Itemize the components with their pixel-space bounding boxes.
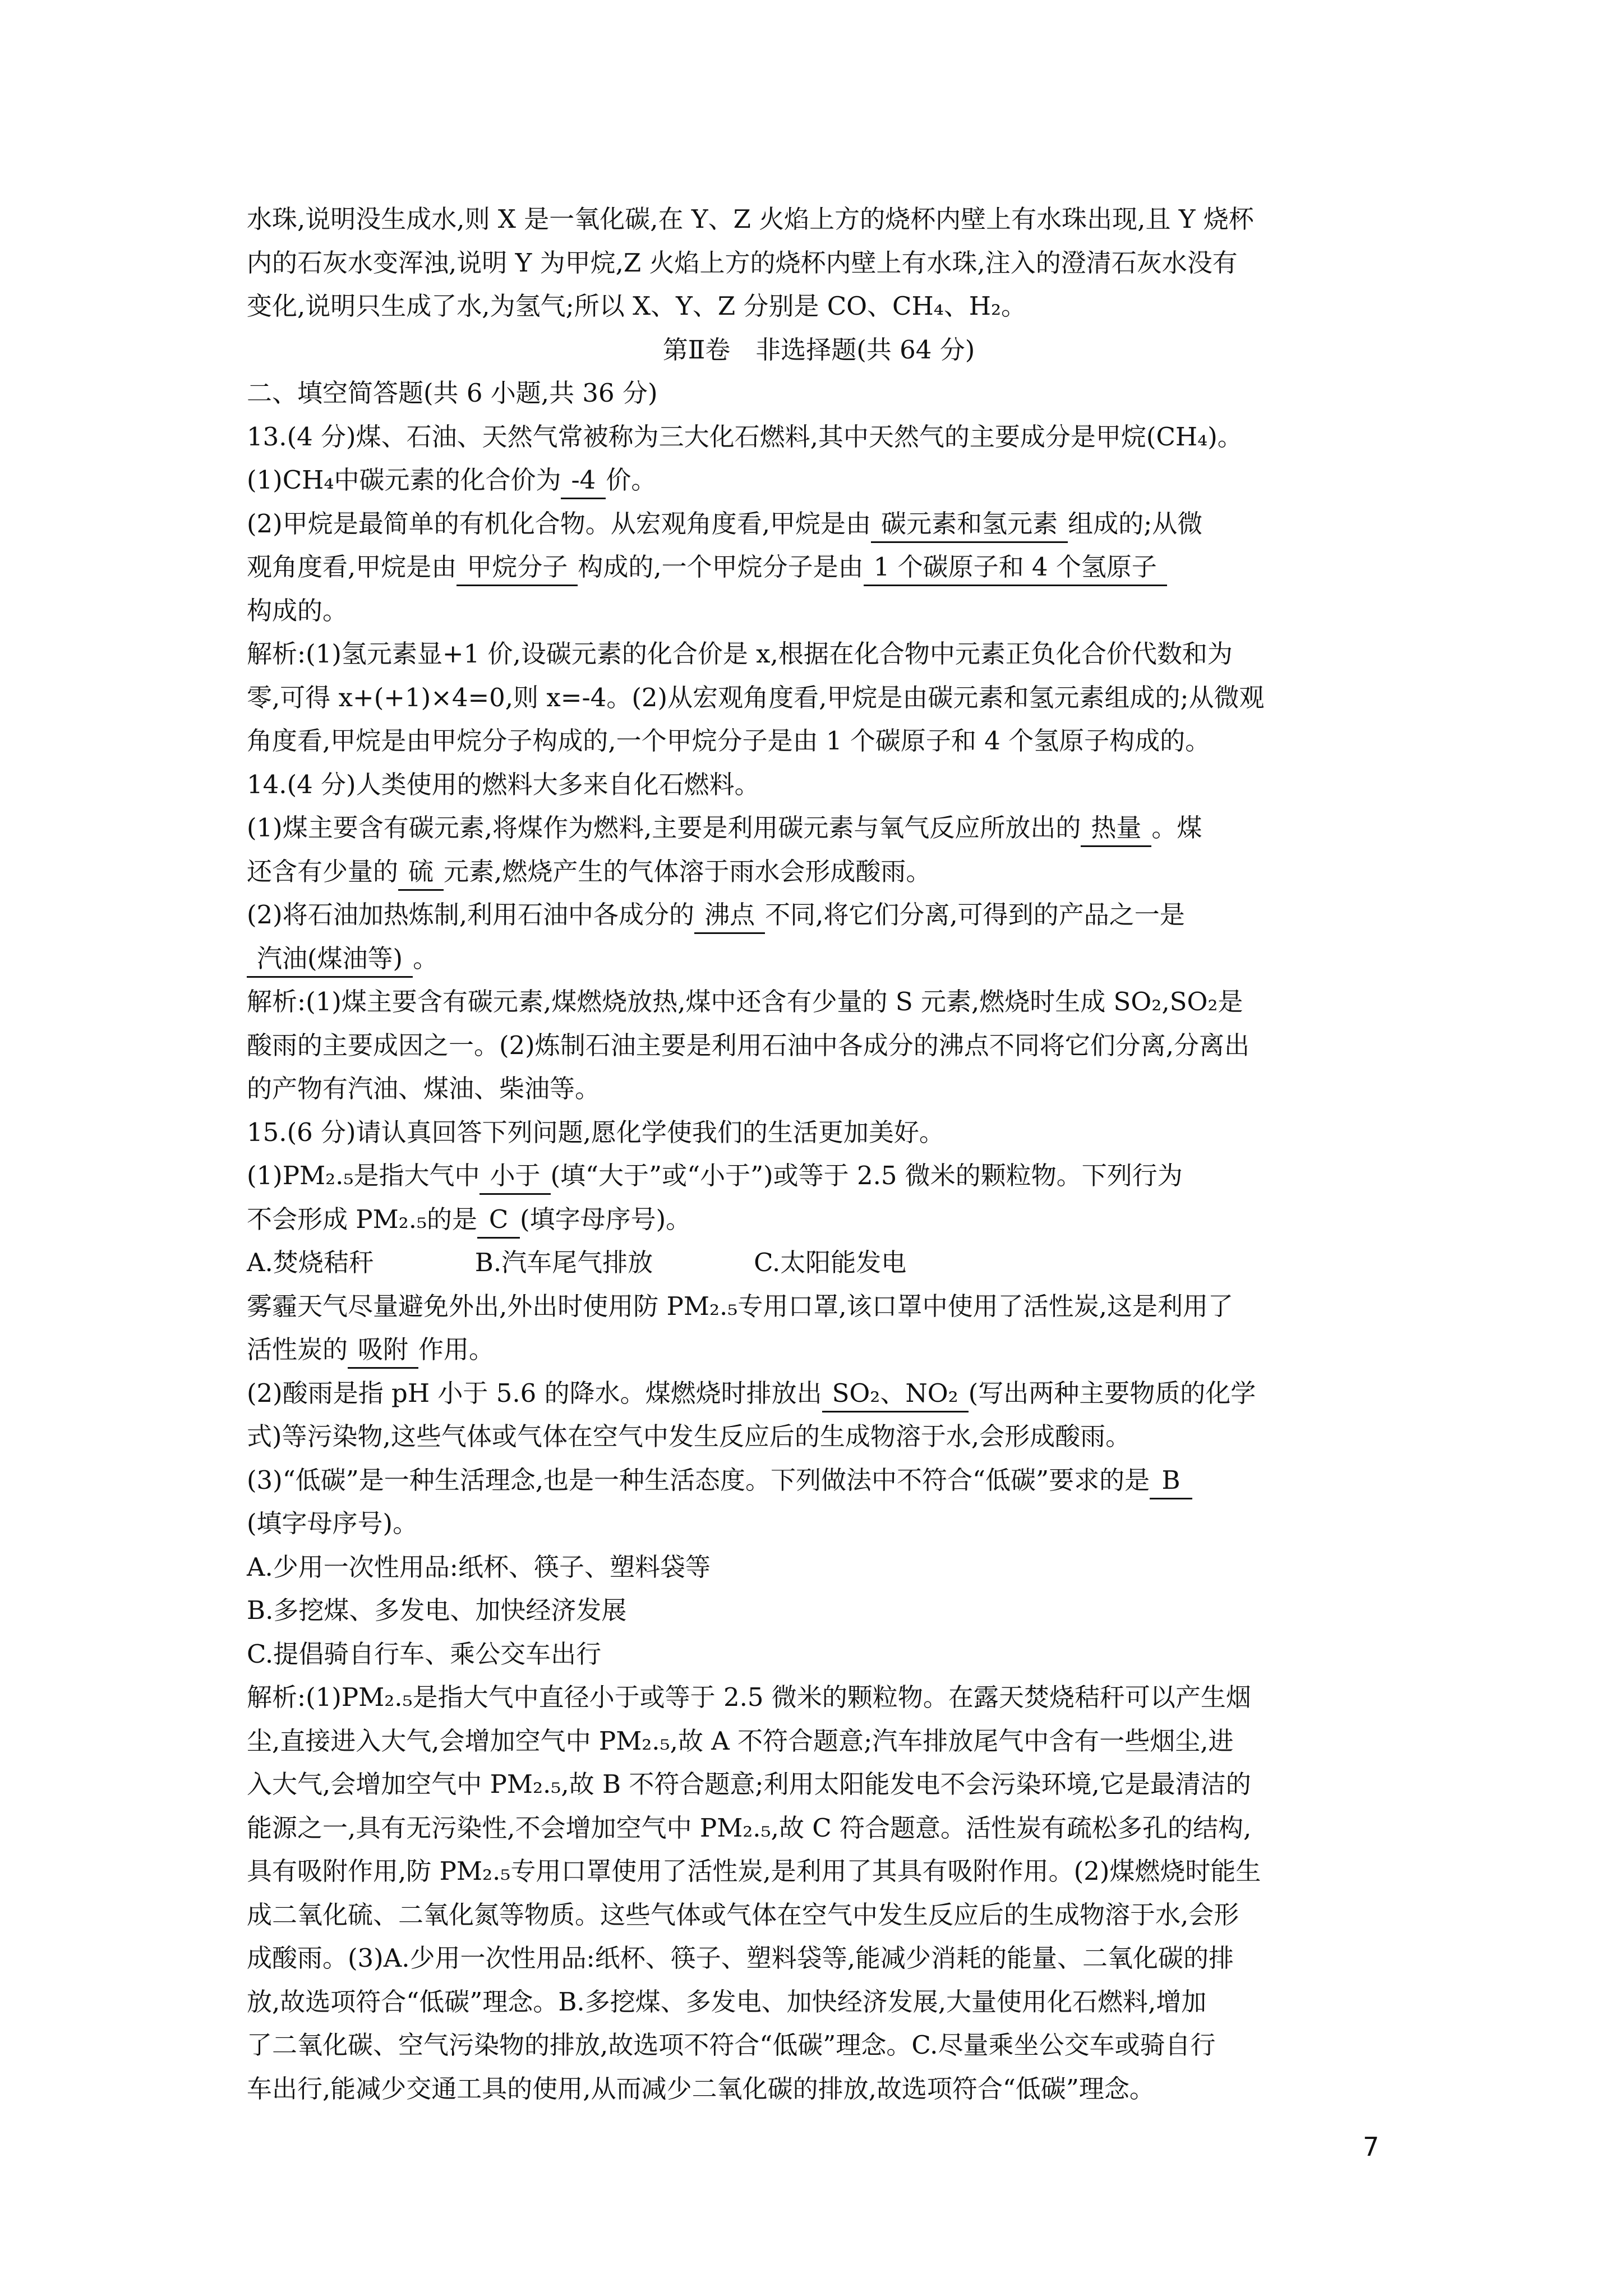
page-number: 7 [1363,2132,1380,2162]
text-line: 能源之一,具有无污染性,不会增加空气中 PM₂.₅,故 C 符合题意。活性炭有疏松多孔的结构, [247,1812,1252,1843]
text-line: 式)等污染物,这些气体或气体在空气中发生反应后的生成物溶于水,会形成酸雨。 [247,1421,1131,1451]
text-line: 构成的。 [247,595,348,625]
text-line: 尘,直接进入大气,会增加空气中 PM₂.₅,故 A 不符合题意;汽车排放尾气中含有一些烟尘,进 [247,1726,1234,1756]
question-15-part-3: (3)“低碳”是一种生活理念,也是一种生活态度。下列做法中不符合“低碳”要求的是 B [247,1458,1391,1502]
option-b: B.多挖煤、多发电、加快经济发展 [247,1595,627,1625]
text-line: 酸雨的主要成因之一。(2)炼制石油主要是利用石油中各成分的沸点不同将它们分离,分离出 [247,1030,1250,1060]
part-heading: 二、填空简答题(共 6 小题,共 36 分) [247,378,658,408]
answer-blank: SO₂、NO₂ [822,1376,969,1412]
question-14-stem: 14.(4 分)人类使用的燃料大多来自化石燃料。 [247,769,760,799]
text-line: 水珠,说明没生成水,则 X 是一氧化碳,在 Y、Z 火焰上方的烧杯内壁上有水珠出现,且 Y 烧杯 [247,204,1254,234]
question-13-stem: 13.(4 分)煤、石油、天然气常被称为三大化石燃料,其中天然气的主要成分是甲烷(CH₄)。 [247,421,1243,452]
answer-blank: 热量 [1081,811,1151,847]
question-14-part-2-cont: 汽油(煤油等) 。 [247,937,1391,981]
text-line: 零,可得 x+(+1)×4=0,则 x=-4。(2)从宏观角度看,甲烷是由碳元素和氢元素组成的;从微观 [247,682,1265,712]
answer-blank: -4 [561,463,606,499]
text-line: 的产物有汽油、煤油、柴油等。 [247,1074,601,1103]
answer-blank: 吸附 [348,1332,418,1369]
text-line: 成酸雨。(3)A.少用一次性用品:纸杯、筷子、塑料袋等,能减少消耗的能量、二氧化碳的排 [247,1943,1234,1973]
answer-blank: B [1150,1463,1192,1499]
answer-blank: 甲烷分子 [457,550,578,586]
text-line: (填字母序号)。 [247,1508,418,1538]
answer-blank: 沸点 [694,898,765,934]
text-line: 活性炭的 吸附 作用。 [247,1328,1391,1372]
text-line: 变化,说明只生成了水,为氢气;所以 X、Y、Z 分别是 CO、CH₄、H₂。 [247,291,1027,321]
text-line: 放,故选项符合“低碳”理念。B.多挖煤、多发电、加快经济发展,大量使用化石燃料,增加 [247,1986,1207,2017]
answer-blank: 小于 [479,1158,550,1195]
section-heading: 第Ⅱ卷 非选择题(共 64 分) [662,334,975,365]
analysis-15: 解析:(1)PM₂.₅是指大气中直径小于或等于 2.5 微米的颗粒物。在露天焚烧秸秆可以产生烟 [247,1682,1251,1712]
text-line: 角度看,甲烷是由甲烷分子构成的,一个甲烷分子是由 1 个碳原子和 4 个氢原子构成的。 [247,726,1211,756]
analysis-13: 解析:(1)氢元素显+1 价,设碳元素的化合价是 x,根据在化合物中元素正负化合价代数和为 [247,639,1233,669]
answer-blank: 1 个碳原子和 4 个氢原子 [864,550,1167,586]
question-15-stem: 15.(6 分)请认真回答下列问题,愿化学使我们的生活更加美好。 [247,1117,944,1147]
text-line: 内的石灰水变浑浊,说明 Y 为甲烷,Z 火焰上方的烧杯内壁上有水珠,注入的澄清石灰水没有 [247,247,1238,278]
question-13-part-2: (2)甲烷是最简单的有机化合物。从宏观角度看,甲烷是由 碳元素和氢元素 组成的;从微 [247,502,1391,546]
text-line: 了二氧化碳、空气污染物的排放,故选项不符合“低碳”理念。C.尽量乘坐公交车或骑自行 [247,2030,1216,2060]
question-14-part-1: (1)煤主要含有碳元素,将煤作为燃料,主要是利用碳元素与氧气反应所放出的 热量 。煤 [247,806,1391,850]
question-15-part-1: (1)PM₂.₅是指大气中 小于 (填“大于”或“小于”)或等于 2.5 微米的颗粒物。下列行为 [247,1154,1391,1198]
question-13-part-1: (1)CH₄中碳元素的化合价为 -4 价。 [247,458,1391,502]
options-line: A.焚烧秸秆 B.汽车尾气排放 C.太阳能发电 [247,1248,907,1277]
option-a: A.少用一次性用品:纸杯、筷子、塑料袋等 [247,1552,711,1582]
text-line: 雾霾天气尽量避免外出,外出时使用防 PM₂.₅专用口罩,该口罩中使用了活性炭,这是利用了 [247,1291,1233,1321]
answer-blank: 汽油(煤油等) [247,941,413,978]
question-15-part-2: (2)酸雨是指 pH 小于 5.6 的降水。煤燃烧时排放出 SO₂、NO₂ (写出两种主要物质的化学 [247,1372,1391,1415]
question-13-part-2-cont: 观角度看,甲烷是由 甲烷分子 构成的,一个甲烷分子是由 1 个碳原子和 4 个氢原子 [247,545,1391,589]
analysis-14: 解析:(1)煤主要含有碳元素,煤燃烧放热,煤中还含有少量的 S 元素,燃烧时生成 SO₂,SO₂是 [247,987,1243,1016]
question-15-part-1-cont: 不会形成 PM₂.₅的是 C (填字母序号)。 [247,1198,1391,1241]
answer-blank: 碳元素和氢元素 [871,507,1068,543]
text-line: 车出行,能减少交通工具的使用,从而减少二氧化碳的排放,故选项符合“低碳”理念。 [247,2073,1155,2104]
text-line: 成二氧化硫、二氧化氮等物质。这些气体或气体在空气中发生反应后的生成物溶于水,会形 [247,1899,1239,1930]
page-body [247,197,1391,2110]
text-line: 入大气,会增加空气中 PM₂.₅,故 B 不符合题意;利用太阳能发电不会污染环境,它是最清洁的 [247,1769,1251,1799]
question-14-part-1-cont: 还含有少量的 硫 元素,燃烧产生的气体溶于雨水会形成酸雨。 [247,850,1391,894]
option-c: C.提倡骑自行车、乘公交车出行 [247,1639,602,1669]
question-14-part-2: (2)将石油加热炼制,利用石油中各成分的 沸点 不同,将它们分离,可得到的产品之一是 [247,893,1391,937]
answer-blank: C [477,1202,520,1239]
text-line: 具有吸附作用,防 PM₂.₅专用口罩使用了活性炭,是利用了其具有吸附作用。(2)煤燃烧时能生 [247,1856,1261,1886]
answer-blank: 硫 [398,854,444,891]
